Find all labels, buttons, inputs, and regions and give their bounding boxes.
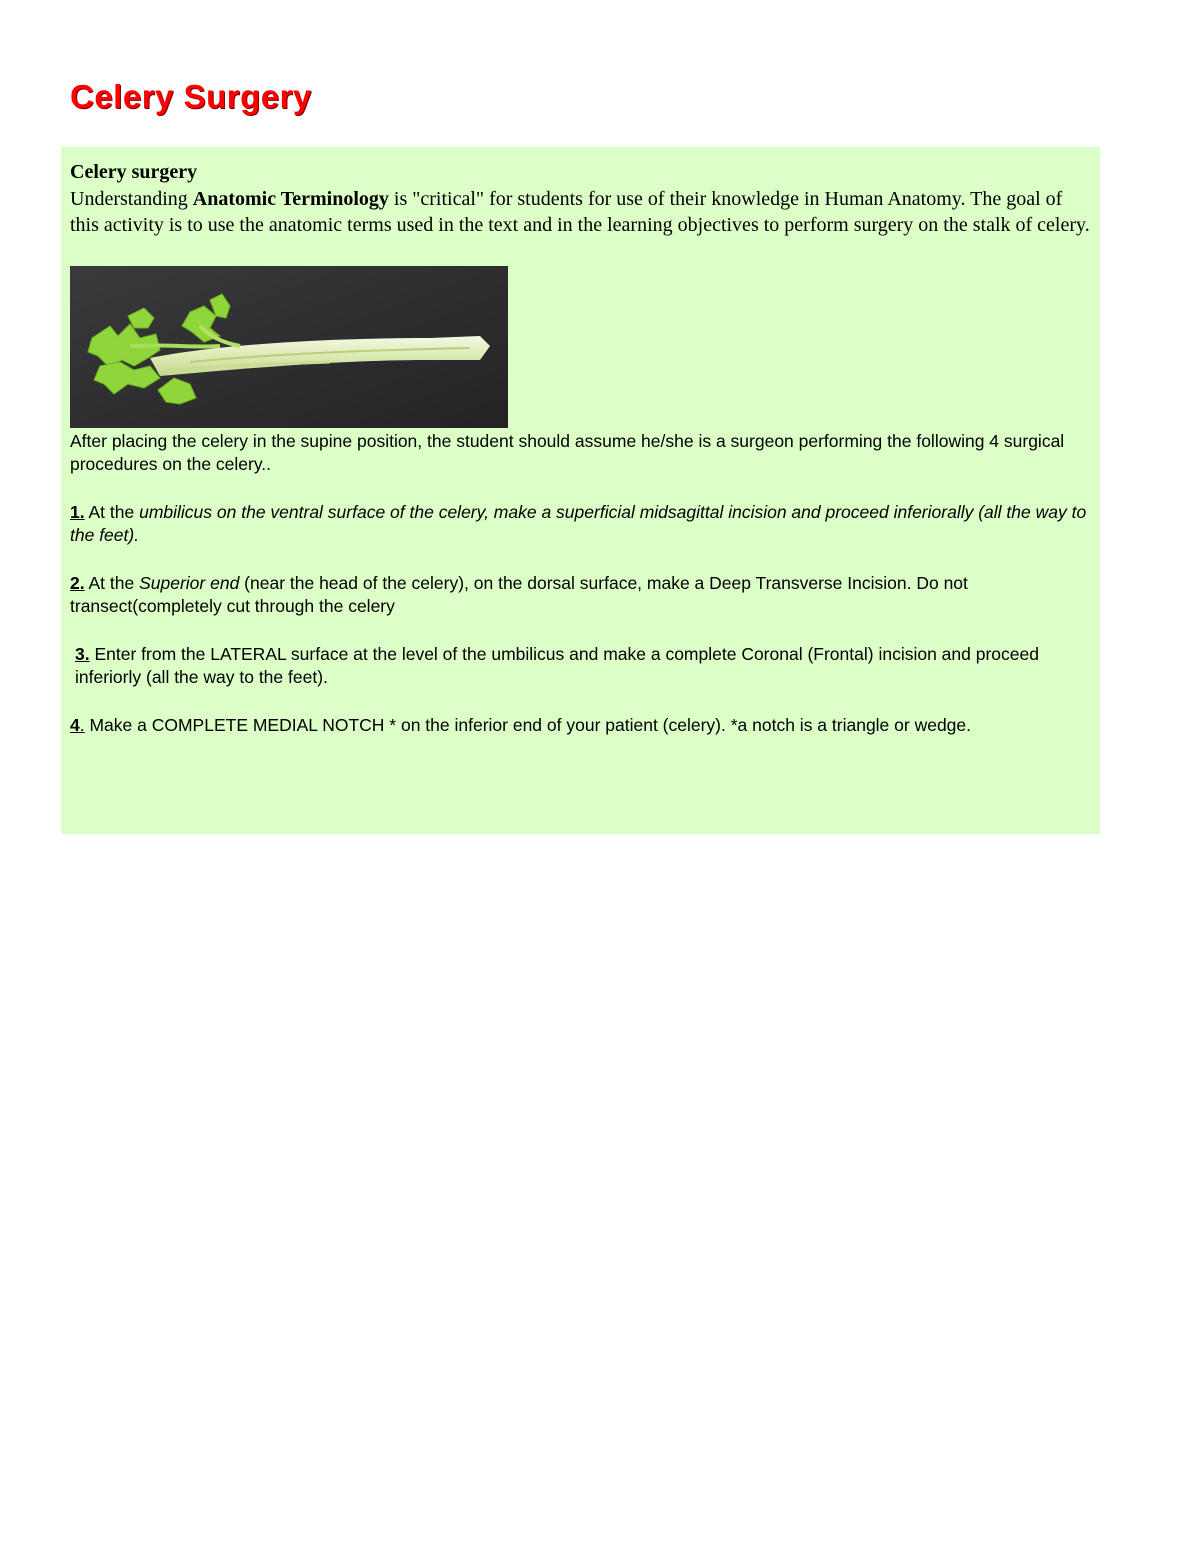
step-text: At the [84,501,140,522]
step-text: Make a COMPLETE MEDIAL NOTCH * on the inferior end of your patient (celery). *a notch is a triangle or wedge. [84,714,972,735]
step-number: 4. [70,714,85,735]
page-title: Celery Surgery [70,78,312,115]
content-panel [61,147,1100,834]
step-text: Enter from the LATERAL surface at the level of the umbilicus and make a complete Coronal (Frontal) incision and proceed inferiorly (all the way to the feet). [75,643,1039,687]
step-number: 2. [70,572,85,593]
step-text: At the [84,572,140,593]
procedure-step-2 [70,572,1090,618]
procedure-step-3 [70,643,1090,689]
section-subtitle: Celery surgery [70,161,198,183]
procedure-lead: After placing the celery in the supine position, the student should assume he/she is a surgeon performing the following 4 surgical procedures on the celery.. [70,430,1065,474]
intro-text-end: is "critical" for students for use of their knowledge in Human Anatomy. The goal of this activity is to use the anatomic terms used in the text and in the learning objectives to perform surgery on the stalk of celery. [70,187,1090,236]
step-number: 1. [70,501,85,522]
procedure-step-4 [70,714,1090,737]
step-text-italic: Superior end [139,572,240,593]
step-text-italic: umbilicus on the ventral surface of the celery, make a superficial midsagittal incision and proceed inferiorally (all the way to the feet). [70,501,1087,545]
intro-bold-term: Anatomic Terminology [192,187,389,210]
intro-text-start: Understanding [70,187,193,210]
intro-paragraph [70,159,1090,239]
procedure-step-1 [70,501,1090,547]
celery-stalk-photo [70,266,508,428]
step-number: 3. [75,643,90,664]
step-text-rest: (near the head of the celery), on the dorsal surface, make a Deep Transverse Incision. Do not transect(completely cut through the celery [70,572,968,616]
